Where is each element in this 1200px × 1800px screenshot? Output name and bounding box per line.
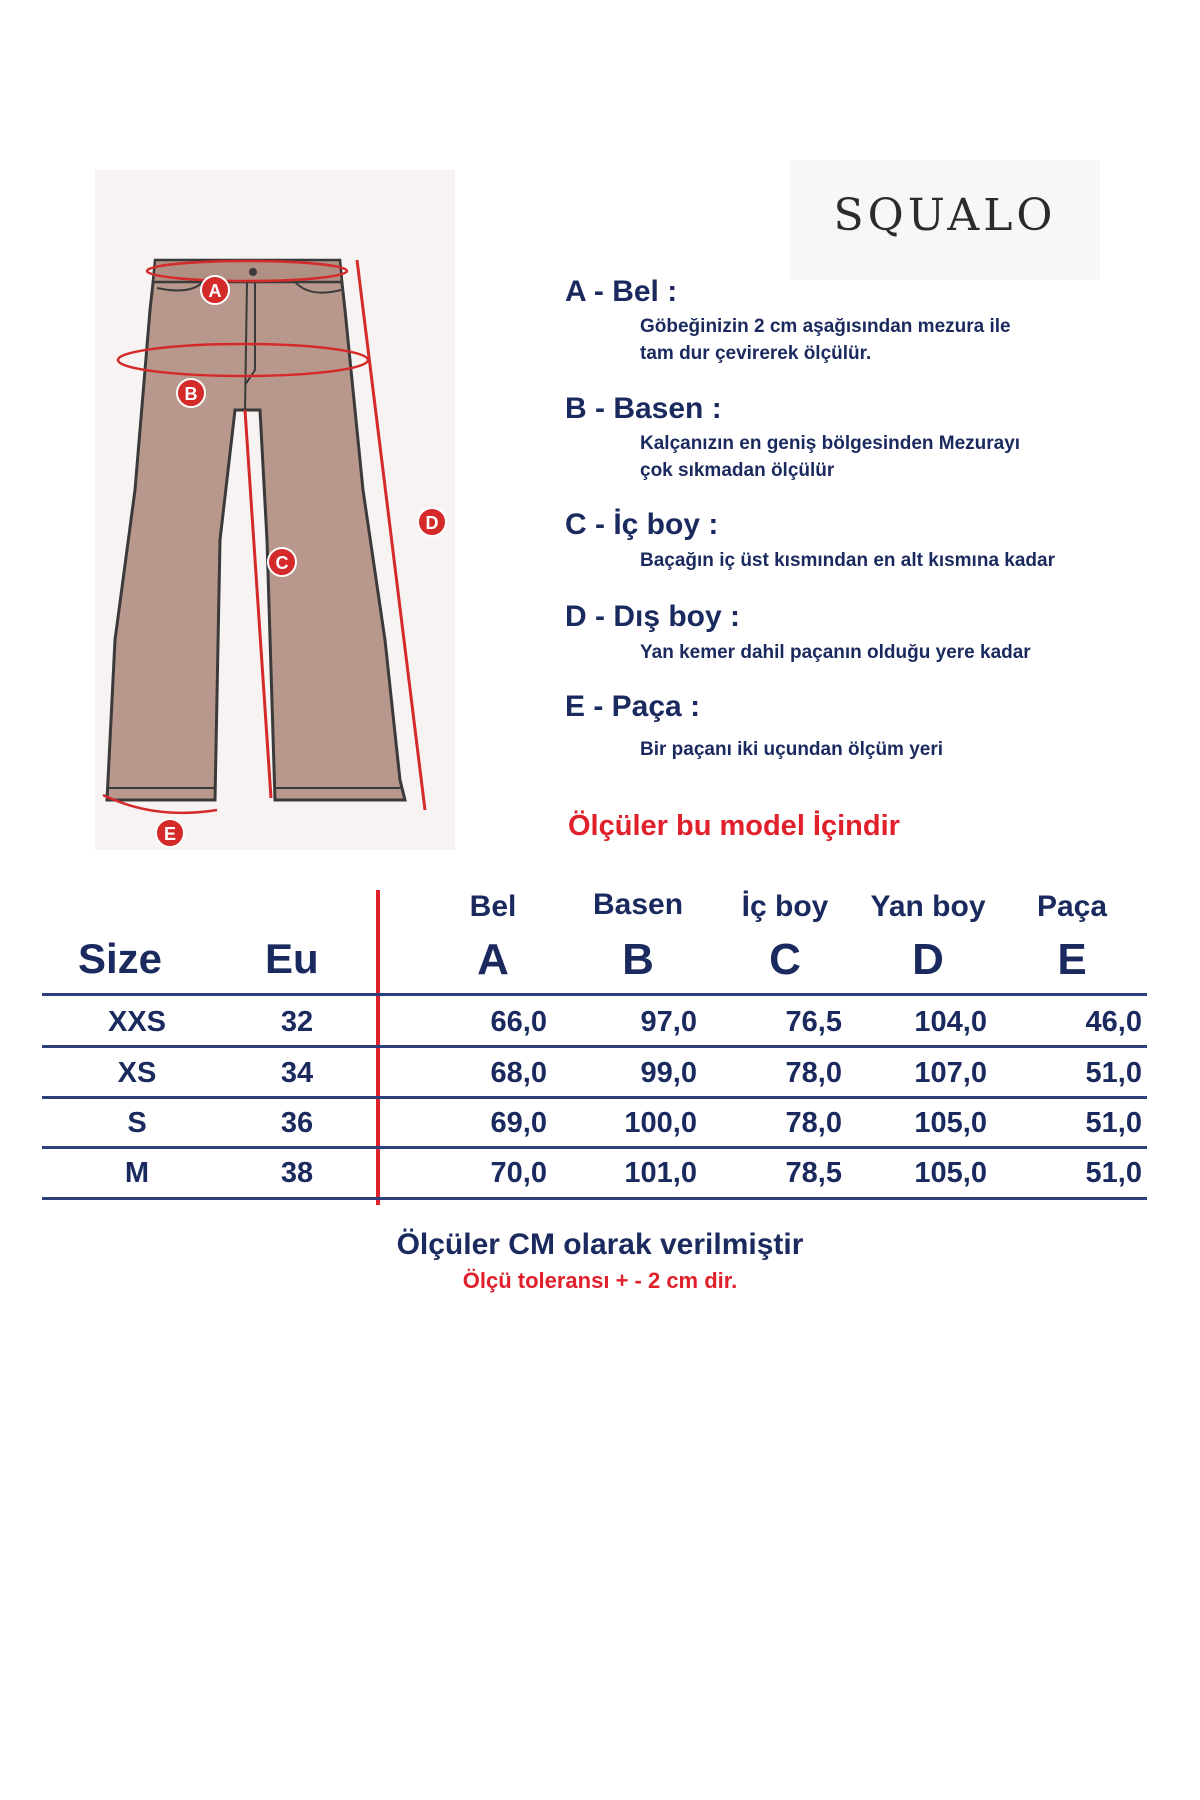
column-letter-e: E (1057, 935, 1087, 984)
cell-c: 78,5 (785, 1157, 842, 1189)
cell-c: 76,5 (785, 1006, 842, 1038)
cell-a: 70,0 (490, 1157, 547, 1189)
units-note: Ölçüler CM olarak verilmiştir (396, 1228, 804, 1261)
column-letter-b: B (622, 935, 654, 984)
column-letter-a: A (477, 935, 509, 984)
legend-desc-b-line1: Kalçanızın en geniş bölgesinden Mezurayı (640, 433, 1021, 454)
legend-title-b: B - Basen : (565, 392, 722, 425)
pants-measurement-illustration (95, 170, 455, 850)
cell-eu: 36 (280, 1107, 314, 1139)
cell-d: 105,0 (914, 1107, 987, 1139)
cell-e: 51,0 (1085, 1107, 1142, 1139)
cell-a: 69,0 (490, 1107, 547, 1139)
cell-eu: 34 (280, 1057, 314, 1089)
legend-title-a: A - Bel : (565, 275, 678, 308)
cell-b: 100,0 (624, 1107, 697, 1139)
marker-b (177, 379, 205, 407)
cell-eu: 32 (280, 1006, 314, 1038)
column-letter-c: C (769, 935, 801, 984)
cell-e: 51,0 (1085, 1157, 1142, 1189)
svg-text:E: E (163, 824, 177, 844)
marker-c (268, 548, 296, 576)
legend-desc-e-line1: Bir paçanı iki uçundan ölçüm yeri (640, 739, 944, 760)
model-note: Ölçüler bu model İçindir (568, 810, 900, 842)
svg-text:B: B (184, 384, 198, 404)
column-word-c: İç boy (741, 890, 829, 923)
legend-desc-a-line2: tam dur çevirerek ölçülür. (640, 343, 872, 364)
legend-desc-b-line2: çok sıkmadan ölçülür (640, 460, 835, 481)
table-rule (42, 1045, 1147, 1048)
cell-size: XXS (107, 1006, 167, 1038)
legend-desc-d-line1: Yan kemer dahil paçanın olduğu yere kadar (640, 642, 1031, 663)
cell-c: 78,0 (785, 1057, 842, 1089)
column-word-a: Bel (469, 890, 517, 923)
cell-size: S (127, 1107, 147, 1139)
table-row (42, 1099, 1147, 1147)
cell-size: M (124, 1157, 150, 1189)
legend-title-d: D - Dış boy : (565, 600, 741, 633)
cell-size: XS (117, 1057, 157, 1089)
marker-e (156, 819, 184, 847)
table-row (42, 998, 1147, 1046)
cell-d: 104,0 (914, 1006, 987, 1038)
table-rule (42, 993, 1147, 996)
legend-desc-c-line1: Baçağın iç üst kısmından en alt kısmına kadar (640, 550, 1055, 571)
eu-column-header: Eu (265, 935, 319, 982)
cell-b: 99,0 (640, 1057, 697, 1089)
tolerance-note: Ölçü toleransı + - 2 cm dir. (462, 1268, 738, 1293)
legend-title-c: C - İç boy : (565, 508, 719, 541)
marker-a (201, 276, 229, 304)
column-letter-d: D (912, 935, 944, 984)
cell-b: 101,0 (624, 1157, 697, 1189)
cell-a: 68,0 (490, 1057, 547, 1089)
legend-title-e: E - Paça : (565, 690, 701, 723)
legend-desc-a-line1: Göbeğinizin 2 cm aşağısından mezura ile (640, 316, 1011, 337)
column-word-b: Basen (592, 888, 684, 921)
svg-text:C: C (275, 553, 289, 573)
size-column-header: Size (78, 935, 163, 982)
table-row (42, 1049, 1147, 1097)
cell-d: 105,0 (914, 1157, 987, 1189)
cell-c: 78,0 (785, 1107, 842, 1139)
cell-b: 97,0 (640, 1006, 697, 1038)
cell-e: 51,0 (1085, 1057, 1142, 1089)
brand-logo: SQUALO (833, 190, 1057, 241)
cell-a: 66,0 (490, 1006, 547, 1038)
brand-logo-box (790, 160, 1100, 280)
cell-d: 107,0 (914, 1057, 987, 1089)
column-word-d: Yan boy (870, 890, 986, 923)
svg-text:D: D (425, 513, 439, 533)
svg-text:A: A (208, 281, 222, 301)
column-word-e: Paça (1036, 890, 1108, 923)
cell-eu: 38 (280, 1157, 314, 1189)
table-row (42, 1149, 1147, 1197)
table-rule (42, 1197, 1147, 1200)
marker-d (418, 508, 446, 536)
cell-e: 46,0 (1085, 1006, 1142, 1038)
